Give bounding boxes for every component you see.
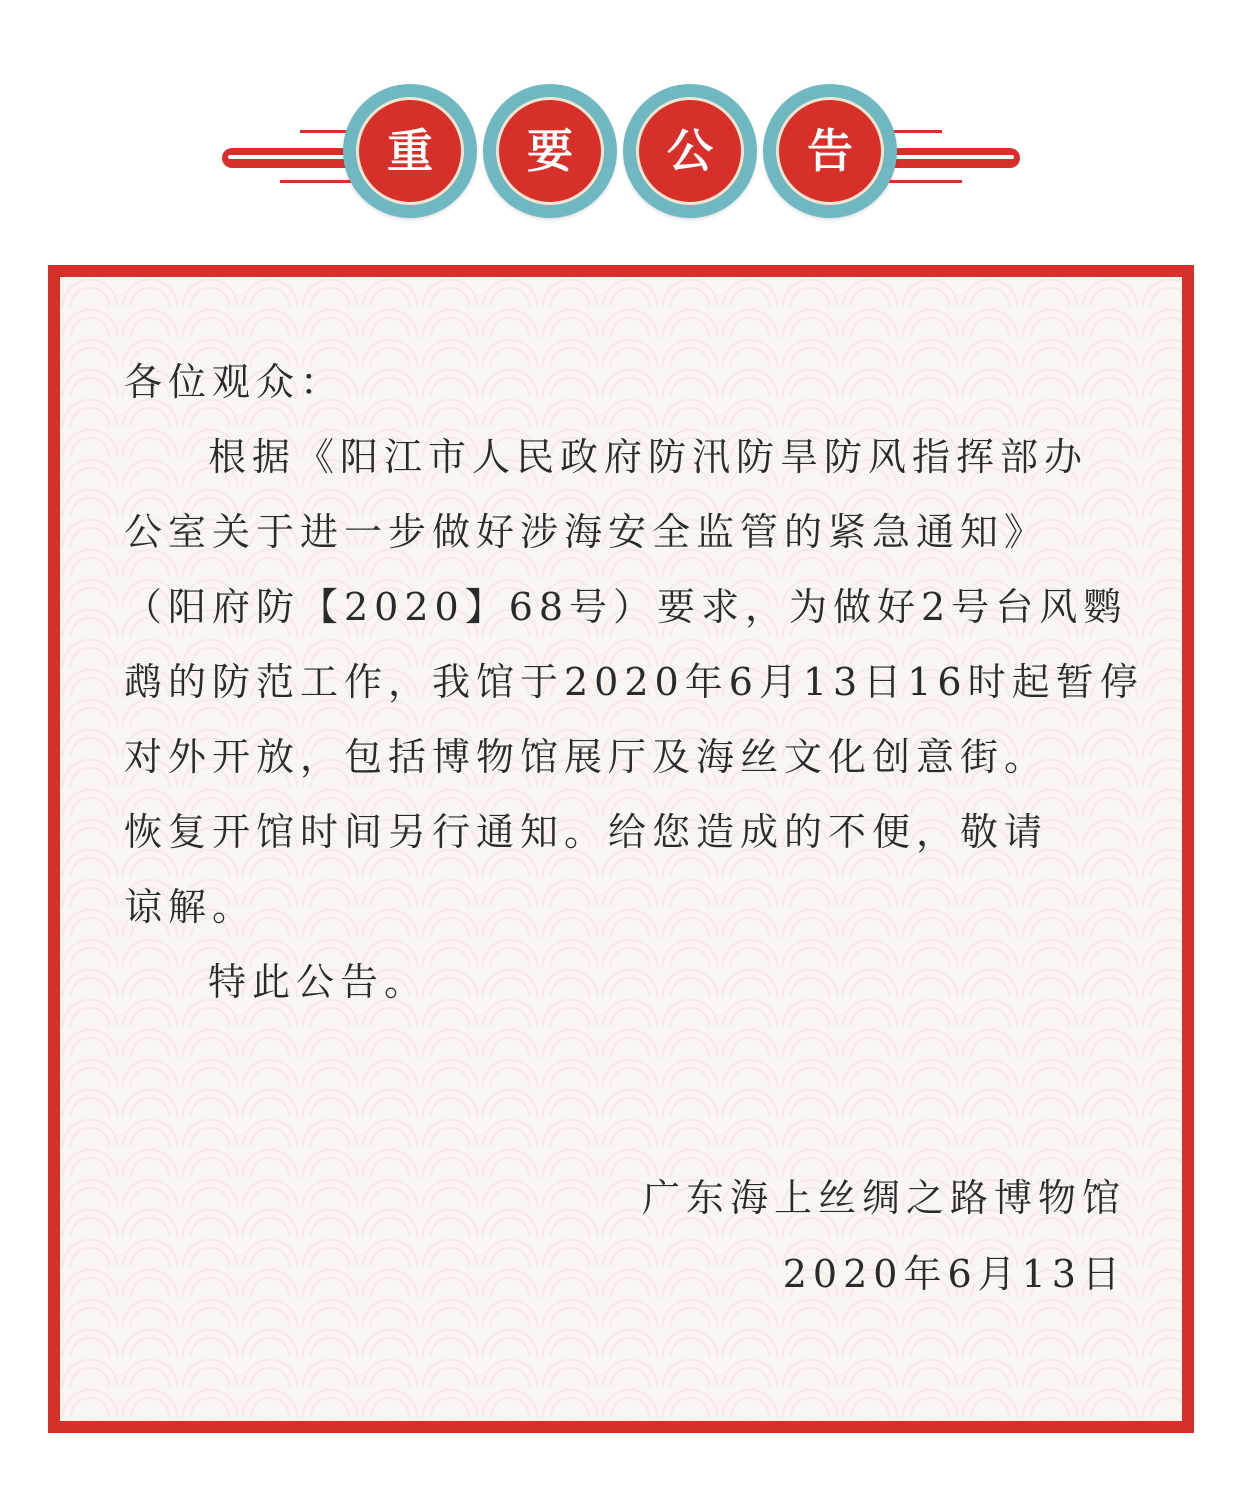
title-char: 重	[387, 124, 433, 178]
decorative-line	[882, 180, 962, 183]
title-badge	[343, 84, 477, 218]
body-line: 鹉的防范工作，我馆于2020年6月13日16时起暂停	[124, 660, 1144, 704]
decorative-line	[280, 180, 360, 183]
body-line: 根据《阳江市人民政府防汛防旱防风指挥部办	[208, 435, 1089, 479]
title-char: 公	[667, 124, 713, 178]
signature-org: 广东海上丝绸之路博物馆	[641, 1176, 1126, 1220]
body-line: 公室关于进一步做好涉海安全监管的紧急通知》	[124, 510, 1049, 554]
notice-body	[124, 345, 1144, 1020]
title-badge	[763, 84, 897, 218]
title-badge	[623, 84, 757, 218]
body-line: 对外开放，包括博物馆展厅及海丝文化创意街。	[124, 735, 1049, 779]
body-line: （阳府防【2020】68号）要求，为做好2号台风鹦	[124, 585, 1128, 629]
closing: 特此公告。	[208, 960, 429, 1004]
greeting: 各位观众：	[124, 360, 345, 404]
title-char: 要	[527, 124, 573, 178]
notice-card	[48, 265, 1194, 1433]
signature-date: 2020年6月13日	[782, 1252, 1126, 1296]
header-banner	[0, 0, 1242, 240]
title-badge	[483, 84, 617, 218]
title-char: 告	[807, 124, 853, 178]
body-line: 恢复开馆时间另行通知。给您造成的不便，敬请	[124, 810, 1049, 854]
body-line: 谅解。	[124, 885, 257, 929]
